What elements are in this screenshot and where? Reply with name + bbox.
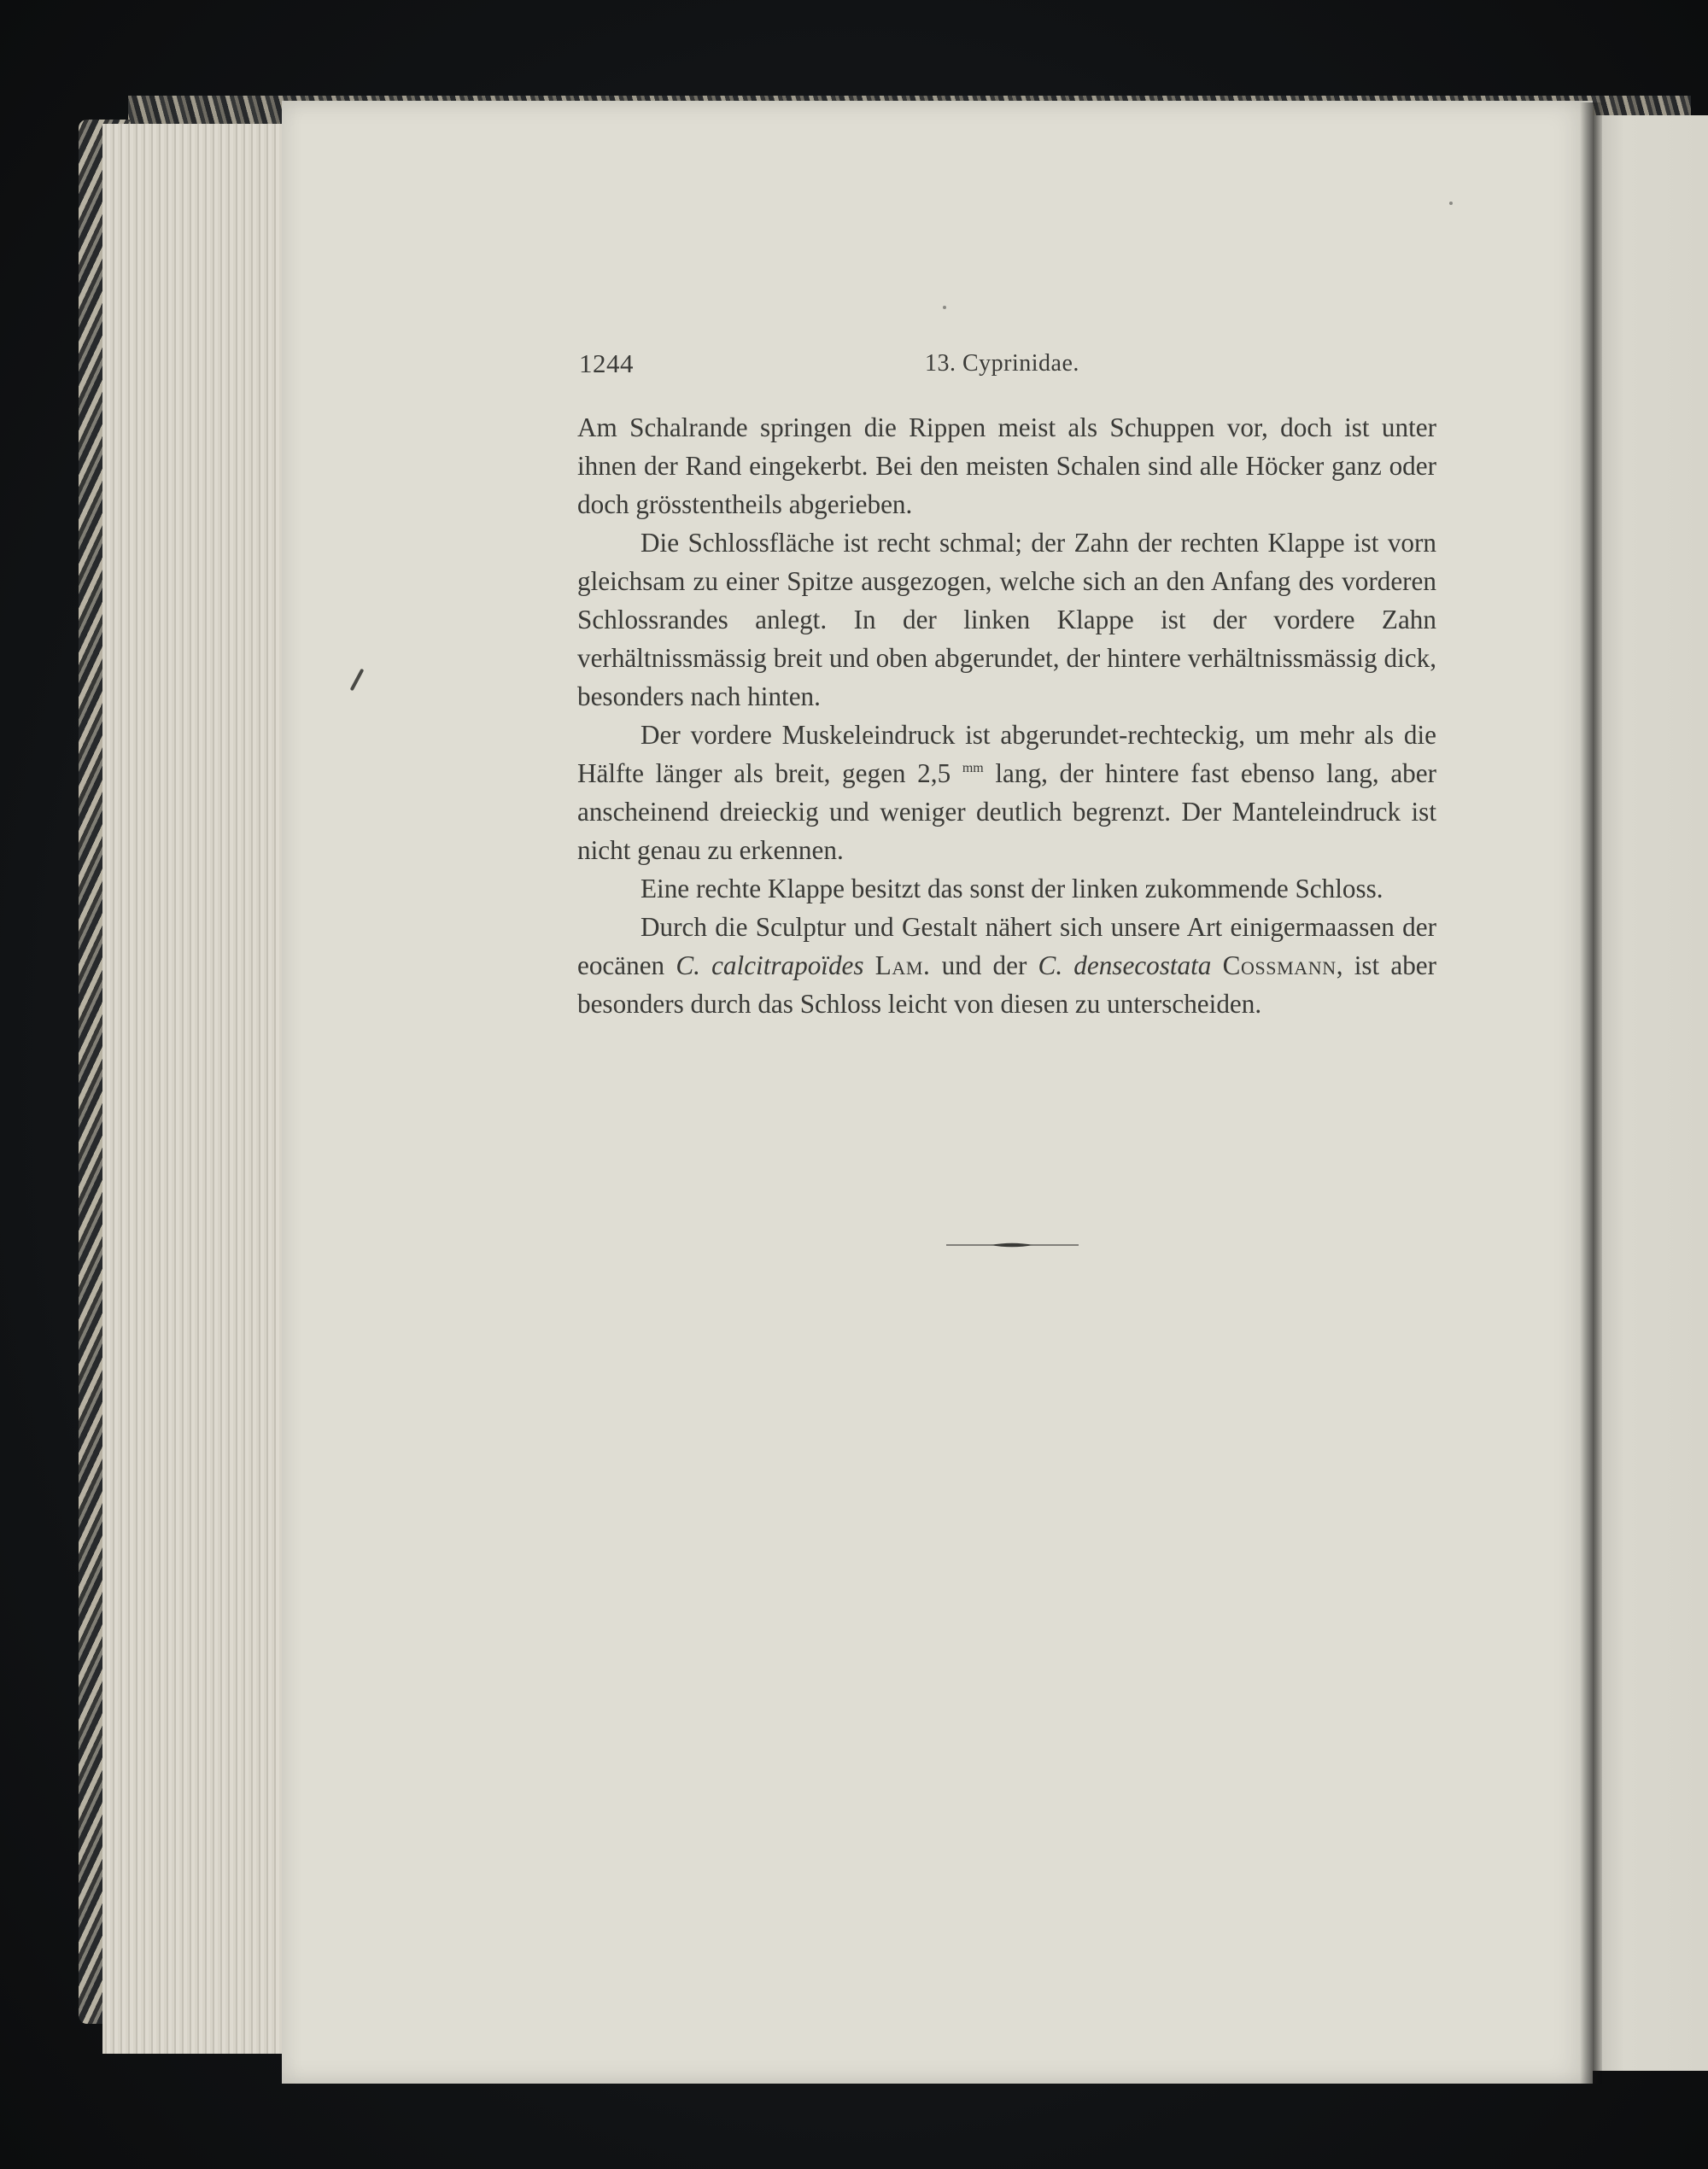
running-title: 13. Cyprinidae. [925, 350, 1079, 377]
text-run: lang, der hintere fast ebenso lang, aber anscheinend dreieckig und weniger deutlich begrenzt. Der Manteleindruck ist nicht genau zu erkennen. [577, 758, 1436, 865]
text-run: und der [930, 950, 1038, 980]
author-name: Cossmann [1222, 950, 1337, 980]
page-edges-stack [102, 124, 300, 2054]
text-run [864, 950, 875, 980]
text-run: Die Schlossfläche ist recht schmal; der Zahn der rechten Klappe ist vorn gleichsam zu einer Spitze ausgezogen, welche sich an den Anfang des vorderen Schlossrandes anlegt. In der linken Klappe ist der vordere Zahn verhältnissmässig breit und oben abgerundet, der hintere verhältnissmässig dick, besonders nach hinten. [577, 528, 1436, 711]
text-run: Der vordere Muskeleindruck ist abgerundet-rechteckig, um mehr als die Hälfte länger als breit, gegen 2,5 [577, 720, 1436, 788]
paragraph [577, 869, 1436, 908]
paragraph [577, 908, 1436, 1023]
unit-superscript: mm [962, 761, 984, 775]
book-page [282, 101, 1593, 2084]
text-run [1211, 950, 1222, 980]
facing-page-edge [1590, 115, 1708, 2071]
paragraph [577, 408, 1436, 523]
text-run: Eine rechte Klappe besitzt das sonst der linken zukommende Schloss. [640, 874, 1383, 903]
page-number: 1244 [579, 348, 634, 378]
text-run: , ist aber besonders durch das Schloss leicht von diesen zu unterscheiden. [577, 950, 1437, 1019]
paragraph [577, 523, 1436, 716]
author-name: Lam. [874, 950, 931, 980]
species-name: C. calcitrapoïdes [676, 950, 864, 980]
end-ornament-rule [946, 1240, 1079, 1250]
text-run: Durch die Sculptur und Gestalt nähert sich unsere Art einigermaassen der eocänen [577, 912, 1436, 980]
paragraph [577, 716, 1436, 869]
book-gutter-shadow [1580, 102, 1602, 2084]
page-header [579, 348, 1437, 386]
body-text [577, 408, 1436, 1023]
dust-speck [1449, 202, 1453, 205]
species-name: C. densecostata [1038, 950, 1212, 980]
dust-speck [943, 306, 946, 309]
text-run: Am Schalrande springen die Rippen meist als Schuppen vor, doch ist unter ihnen der Rand eingekerbt. Bei den meisten Schalen sind alle Höcker ganz oder doch grösstentheils abgerieben. [577, 412, 1436, 519]
